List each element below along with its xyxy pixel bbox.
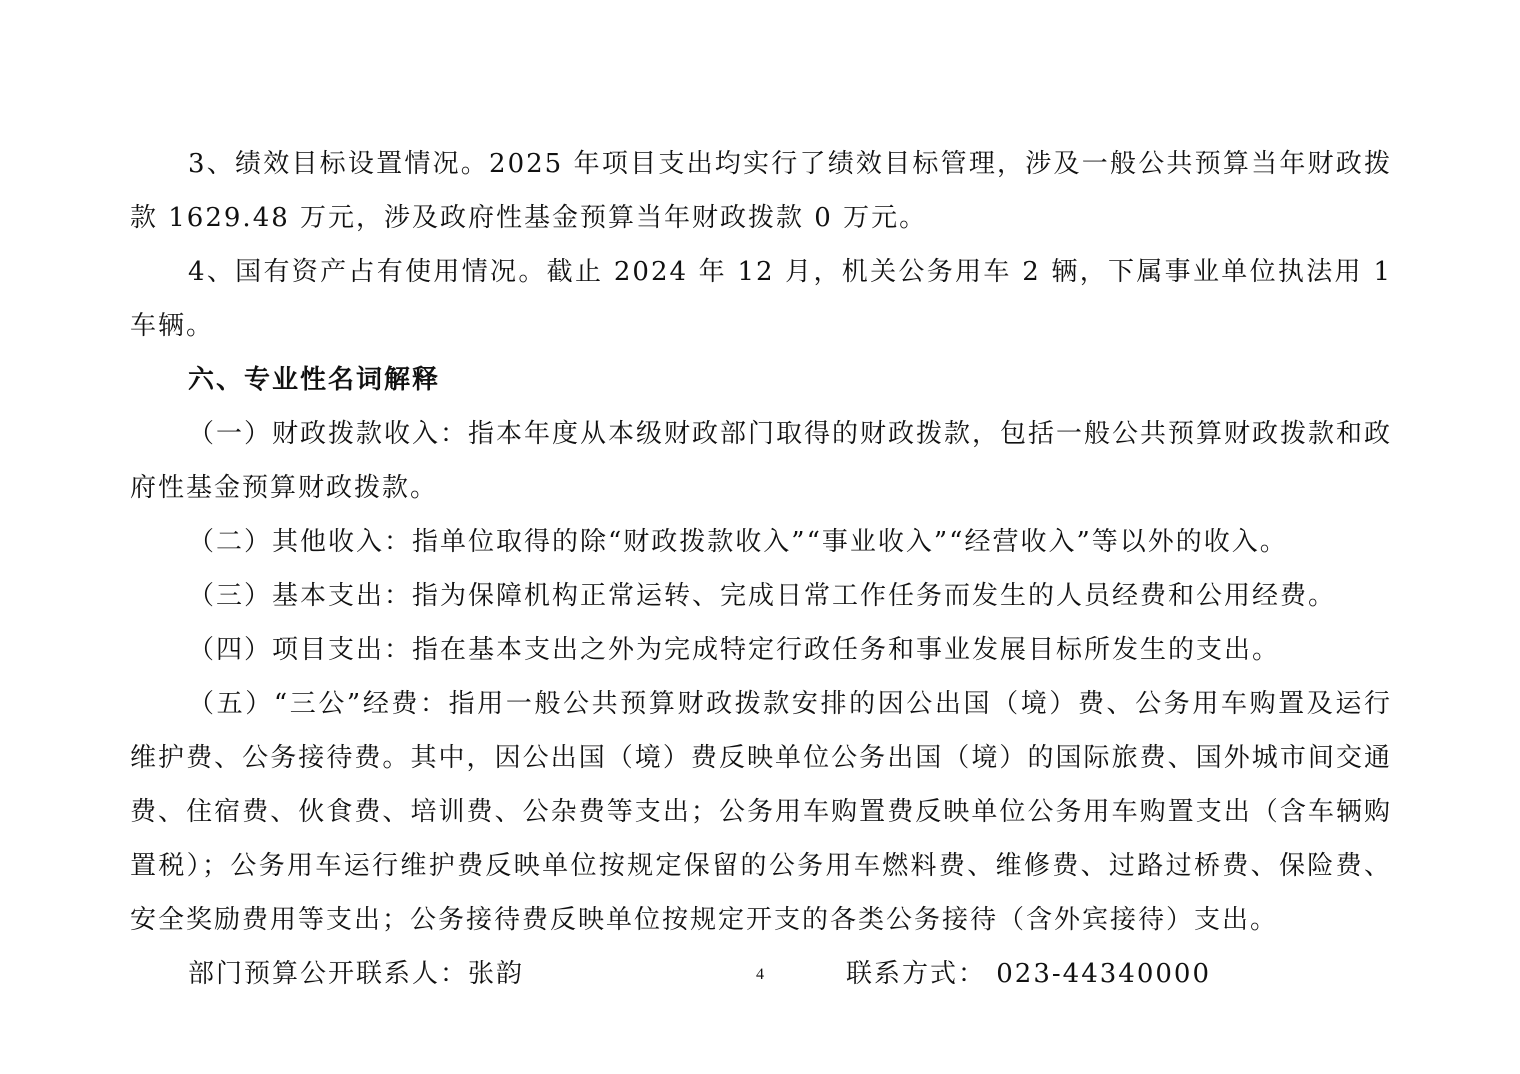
- contact-method: 联系方式： 023-44340000: [846, 959, 1212, 989]
- document-body: [130, 137, 1392, 1001]
- section-heading: 六、专业性名词解释: [188, 365, 441, 395]
- definition-other-income: （二）其他收入：指单位取得的除“财政拨款收入”“事业收入”“经营收入”等以外的收入。: [188, 527, 1288, 557]
- definition-fiscal-appropriation: （一）财政拨款收入：指本年度从本级财政部门取得的财政拨款，包括一般公共预算财政拨款和政府性基金预算财政拨款。: [130, 419, 1393, 503]
- paragraph-state-assets: 4、国有资产占有使用情况。截止 2024 年 12 月，机关公务用车 2 辆，下属事业单位执法用 1 车辆。: [130, 257, 1392, 341]
- definition-project-expenditure: （四）项目支出：指在基本支出之外为完成特定行政任务和事业发展目标所发生的支出。: [188, 635, 1281, 665]
- page-number: 4: [756, 966, 764, 983]
- definition-three-public-expenses: （五）“三公”经费：指用一般公共预算财政拨款安排的因公出国（境）费、公务用车购置及运行维护费、公务接待费。其中，因公出国（境）费反映单位公务出国（境）的国际旅费、国外城市间交通费、住宿费、伙食费、培训费、公杂费等支出；公务用车购置费反映单位公务用车购置支出（含车辆购置税）；公务用车运行维护费反映单位按规定保留的公务用车燃料费、维修费、过路过桥费、保险费、安全奖励费用等支出；公务接待费反映单位按规定开支的各类公务接待（含外宾接待）支出。: [130, 689, 1392, 935]
- paragraph-performance-goals: 3、绩效目标设置情况。2025 年项目支出均实行了绩效目标管理，涉及一般公共预算当年财政拨款 1629.48 万元，涉及政府性基金预算当年财政拨款 0 万元。: [130, 149, 1392, 233]
- contact-person: 部门预算公开联系人：张韵: [188, 959, 525, 989]
- definition-basic-expenditure: （三）基本支出：指为保障机构正常运转、完成日常工作任务而发生的人员经费和公用经费。: [188, 581, 1337, 611]
